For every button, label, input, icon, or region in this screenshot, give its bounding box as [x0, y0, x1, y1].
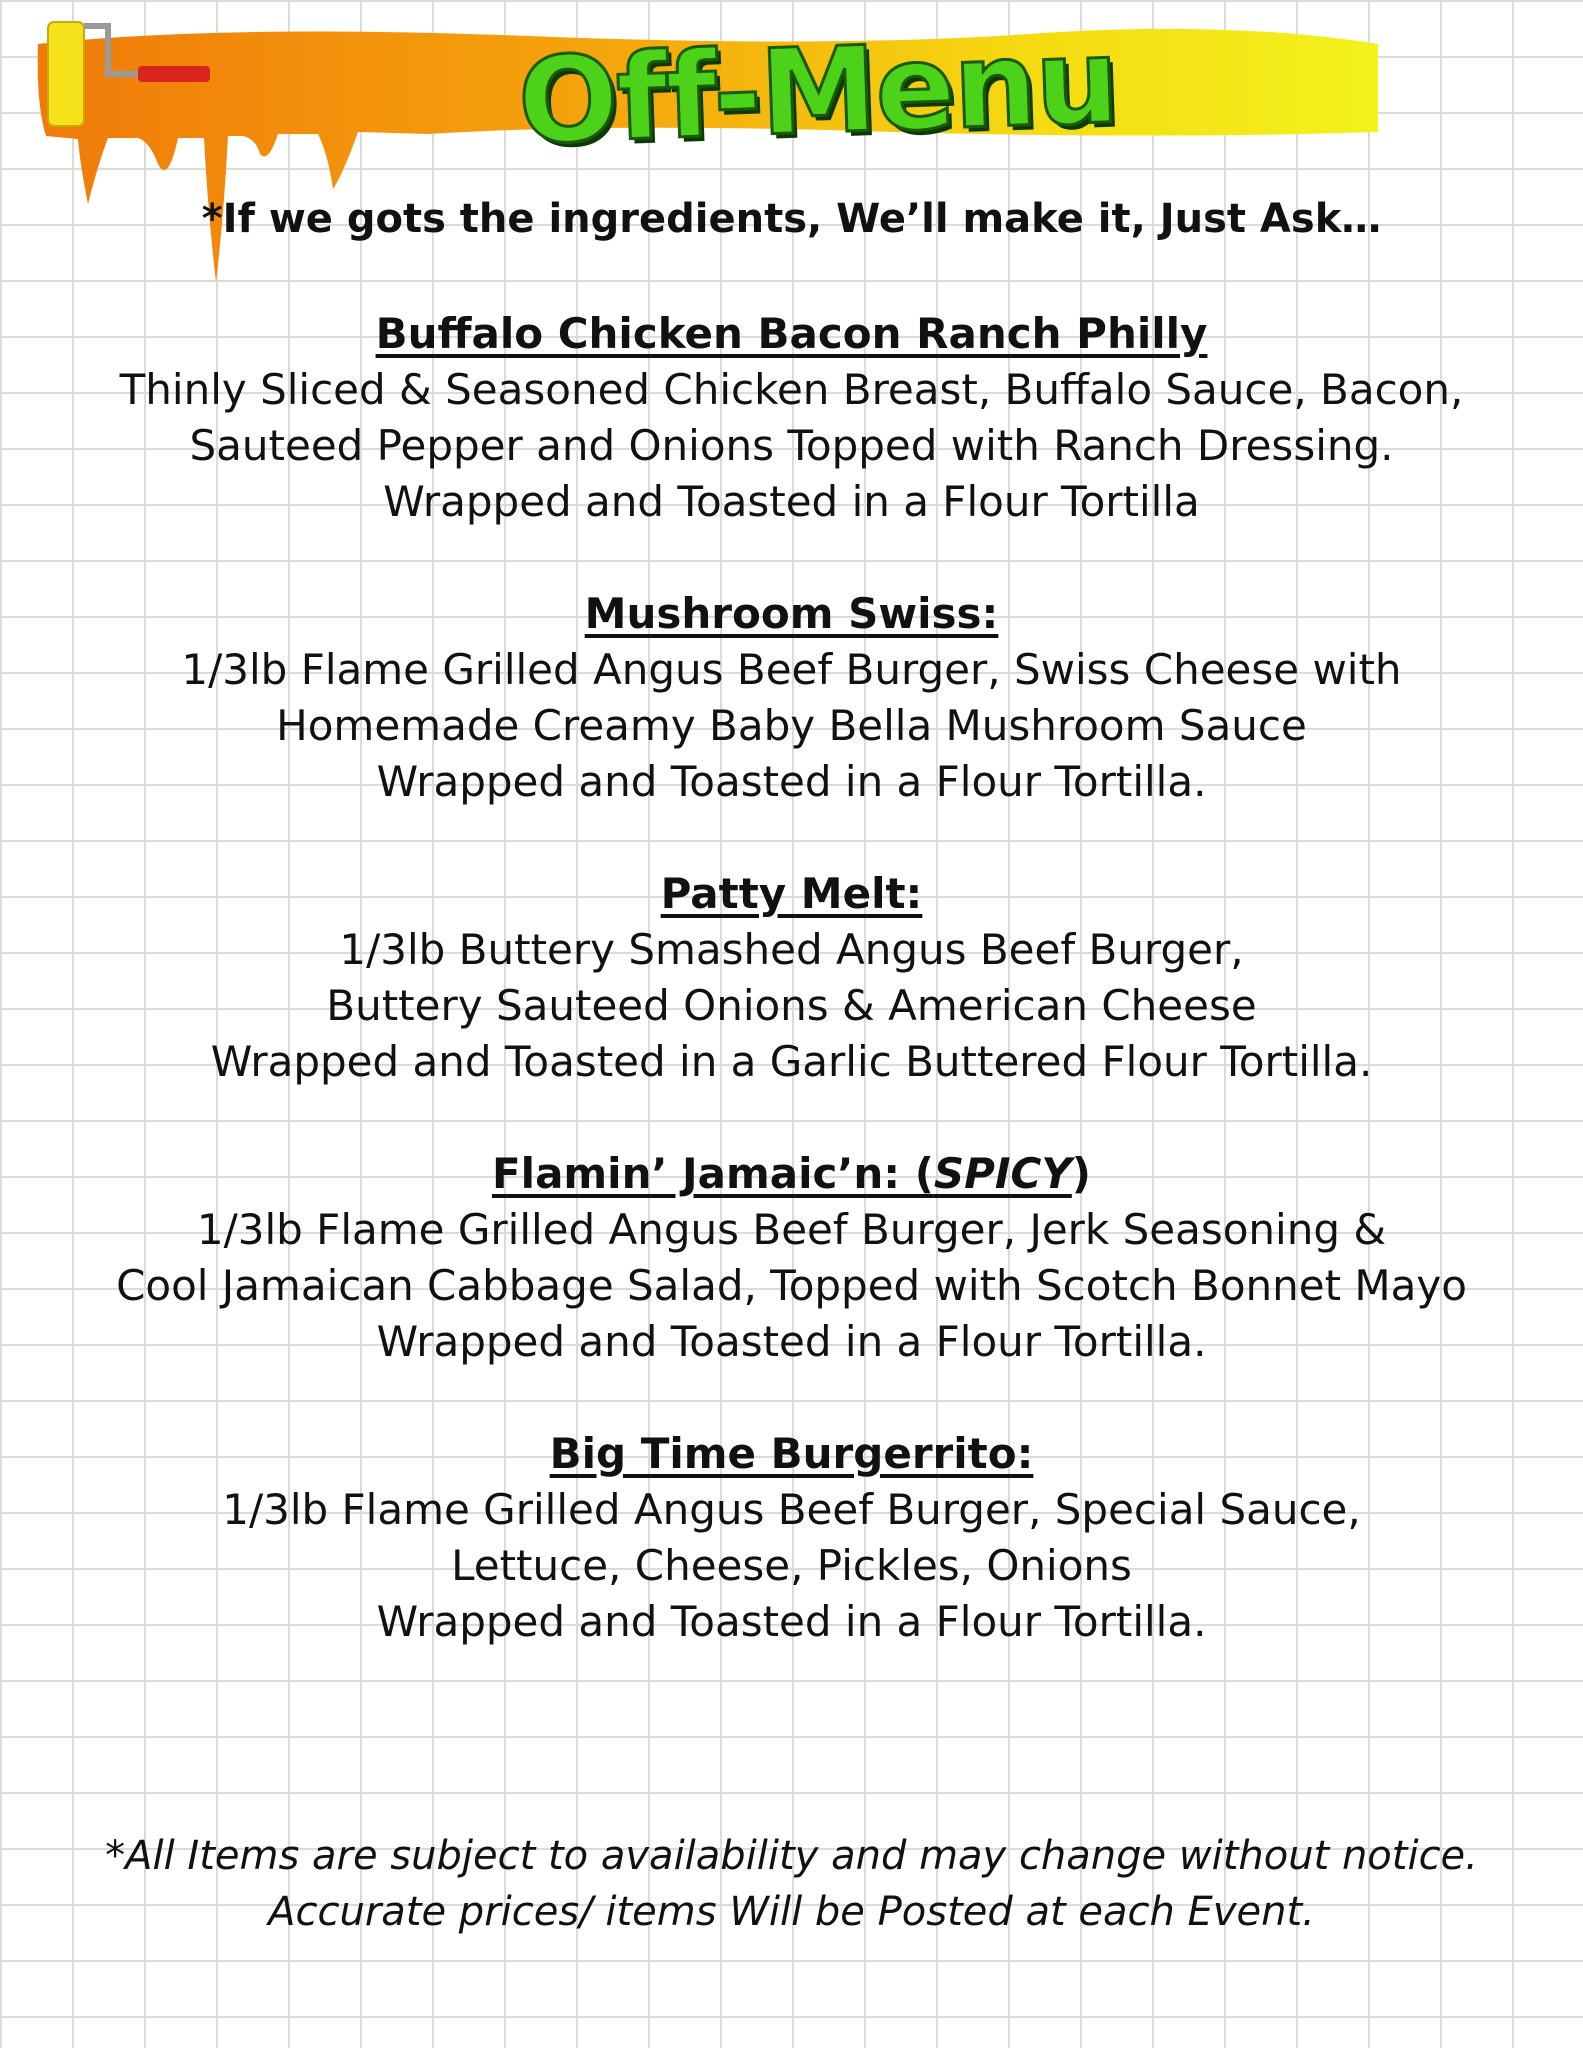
item-name: Big Time Burgerrito:: [549, 1429, 1034, 1478]
item-description-line: Lettuce, Cheese, Pickles, Onions: [451, 1541, 1132, 1590]
menu-item: [0, 586, 1583, 810]
disclaimer-line: *All Items are subject to availability and may change without notice.: [105, 1833, 1478, 1879]
menu-item: [0, 1426, 1583, 1650]
menu-item: [0, 1146, 1583, 1370]
item-description-line: Wrapped and Toasted in a Flour Tortilla: [383, 477, 1200, 526]
item-description-line: Wrapped and Toasted in a Flour Tortilla.: [376, 1597, 1207, 1646]
item-name: Mushroom Swiss:: [584, 589, 999, 638]
item-description-line: Homemade Creamy Baby Bella Mushroom Sauce: [276, 701, 1307, 750]
item-name-close: ): [1071, 1149, 1091, 1198]
disclaimer-line: Accurate prices/ items Will be Posted at each Event.: [268, 1889, 1315, 1935]
item-description-line: 1/3lb Flame Grilled Angus Beef Burger, Special Sauce,: [222, 1485, 1361, 1534]
page-title: Off-Menu: [515, 11, 1120, 171]
item-description-line: 1/3lb Flame Grilled Angus Beef Burger, Swiss Cheese with: [181, 645, 1402, 694]
item-name: Buffalo Chicken Bacon Ranch Philly: [375, 309, 1208, 358]
paint-roller-icon: [28, 14, 218, 134]
paint-banner: [28, 11, 1428, 171]
menu-list: [0, 306, 1583, 1706]
tagline: *If we gots the ingredients, We’ll make it, Just Ask…: [201, 196, 1382, 242]
disclaimer: [0, 1828, 1583, 1940]
menu-item: [0, 866, 1583, 1090]
menu-item: [0, 306, 1583, 530]
item-description-line: Wrapped and Toasted in a Flour Tortilla.: [376, 1317, 1207, 1366]
item-description-line: 1/3lb Flame Grilled Angus Beef Burger, Jerk Seasoning &: [196, 1205, 1387, 1254]
item-description-line: 1/3lb Buttery Smashed Angus Beef Burger,: [339, 925, 1244, 974]
item-description-line: Wrapped and Toasted in a Flour Tortilla.: [376, 757, 1207, 806]
item-name: Flamin’ Jamaic’n: (SPICY: [491, 1149, 1072, 1198]
item-description-line: Thinly Sliced & Seasoned Chicken Breast, Buffalo Sauce, Bacon,: [119, 365, 1464, 414]
item-description-line: Wrapped and Toasted in a Garlic Buttered Flour Tortilla.: [210, 1037, 1373, 1086]
item-name: Patty Melt:: [660, 869, 923, 918]
item-description-line: Buttery Sauteed Onions & American Cheese: [326, 981, 1257, 1030]
item-description-line: Sauteed Pepper and Onions Topped with Ranch Dressing.: [189, 421, 1394, 470]
item-description-line: Cool Jamaican Cabbage Salad, Topped with Scotch Bonnet Mayo: [116, 1261, 1467, 1310]
spicy-label: SPICY: [933, 1149, 1072, 1198]
